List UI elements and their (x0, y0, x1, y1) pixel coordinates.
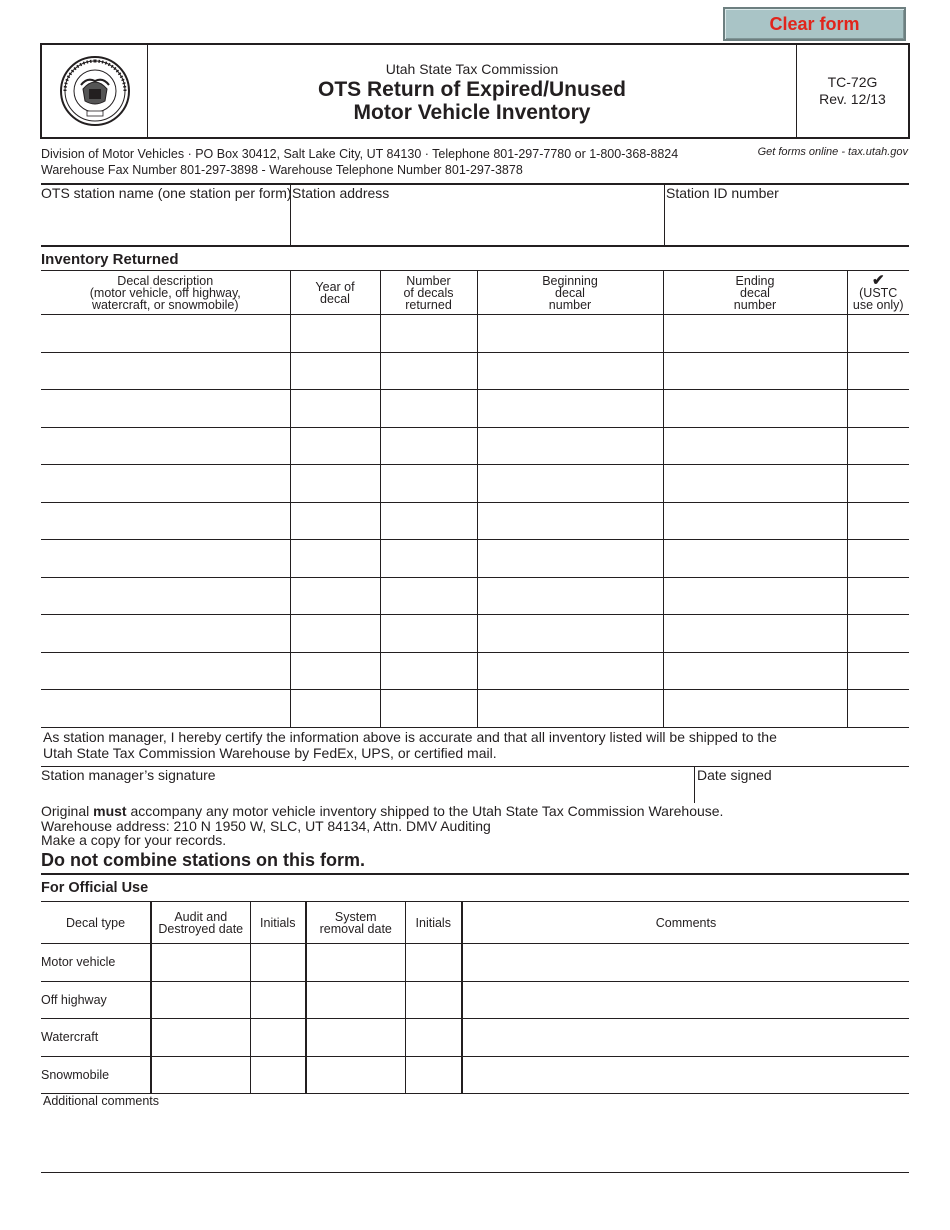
form-revision: Rev. 12/13 (819, 91, 886, 107)
ending-number-cell[interactable] (663, 540, 847, 578)
inventory-row (41, 540, 909, 578)
shipping-notes (41, 804, 723, 848)
official-use-table (41, 901, 909, 1094)
beginning-number-cell[interactable] (477, 540, 663, 578)
inventory-row (41, 352, 909, 390)
station-name-field[interactable] (41, 204, 290, 244)
combine-warning: Do not combine stations on this form. (41, 850, 365, 870)
ustc-check-cell[interactable] (847, 427, 909, 465)
beginning-number-cell[interactable] (477, 465, 663, 503)
count-cell[interactable] (380, 465, 477, 503)
official-use-title: For Official Use (41, 880, 149, 896)
year-cell[interactable] (290, 690, 380, 728)
initials-cell[interactable] (250, 944, 306, 982)
col-decal-type: Decal type (41, 902, 151, 944)
comments-cell[interactable] (462, 981, 909, 1019)
inventory-row (41, 390, 909, 428)
initials-cell[interactable] (250, 1056, 306, 1094)
seal-cell (42, 45, 148, 137)
inventory-row (41, 502, 909, 540)
count-cell[interactable] (380, 615, 477, 653)
divider (41, 873, 909, 875)
year-cell[interactable] (290, 315, 380, 353)
row-label-watercraft: Watercraft (41, 1019, 151, 1057)
ustc-check-cell[interactable] (847, 577, 909, 615)
col-initials-2: Initials (405, 902, 462, 944)
col-ending-decal-number: Ending decal number (663, 271, 847, 315)
official-row-snowmobile (41, 1056, 909, 1094)
ending-number-cell[interactable] (663, 390, 847, 428)
form-number-cell (796, 45, 908, 137)
inventory-row (41, 315, 909, 353)
audit-date-cell[interactable] (151, 944, 250, 982)
ending-number-cell[interactable] (663, 465, 847, 503)
ending-number-cell[interactable] (663, 427, 847, 465)
notes-line2: Warehouse address: 210 N 1950 W, SLC, UT 84134, Attn. DMV Auditing (41, 817, 491, 834)
audit-date-cell[interactable] (151, 981, 250, 1019)
decal-description-cell[interactable] (41, 577, 290, 615)
col-decal-description: Decal description (motor vehicle, off highway, watercraft, or snowmobile) (41, 271, 290, 315)
checkmark-icon: ✔ (871, 271, 885, 289)
comments-cell[interactable] (462, 1019, 909, 1057)
decal-description-cell[interactable] (41, 390, 290, 428)
comments-cell[interactable] (462, 944, 909, 982)
initials-cell[interactable] (405, 944, 462, 982)
inventory-section-title: Inventory Returned (41, 251, 179, 268)
form-title-line2: Motor Vehicle Inventory (353, 101, 591, 124)
ustc-check-cell[interactable] (847, 390, 909, 428)
initials-cell[interactable] (405, 981, 462, 1019)
clear-form-button[interactable]: Clear form (723, 7, 906, 41)
divider (694, 766, 695, 803)
beginning-number-cell[interactable] (477, 502, 663, 540)
year-cell[interactable] (290, 427, 380, 465)
beginning-number-cell[interactable] (477, 390, 663, 428)
station-id-label: Station ID number (666, 185, 779, 201)
count-cell[interactable] (380, 352, 477, 390)
initials-cell[interactable] (250, 981, 306, 1019)
removal-date-cell[interactable] (306, 1019, 405, 1057)
count-cell[interactable] (380, 390, 477, 428)
inventory-table (41, 270, 909, 728)
decal-description-cell[interactable] (41, 352, 290, 390)
decal-description-cell[interactable] (41, 615, 290, 653)
signature-field[interactable] (41, 784, 693, 802)
col-beginning-decal-number: Beginning decal number (477, 271, 663, 315)
contact-info (41, 146, 678, 178)
ustc-check-cell[interactable] (847, 352, 909, 390)
get-forms-link[interactable]: Get forms online - tax.utah.gov (757, 146, 908, 158)
beginning-number-cell[interactable] (477, 690, 663, 728)
row-label-motor-vehicle: Motor vehicle (41, 944, 151, 982)
ending-number-cell[interactable] (663, 652, 847, 690)
official-row-watercraft (41, 1019, 909, 1057)
initials-cell[interactable] (250, 1019, 306, 1057)
divider (41, 1172, 909, 1173)
ending-number-cell[interactable] (663, 615, 847, 653)
beginning-number-cell[interactable] (477, 615, 663, 653)
station-name-label: OTS station name (one station per form) (41, 185, 292, 201)
removal-date-cell[interactable] (306, 944, 405, 982)
ending-number-cell[interactable] (663, 577, 847, 615)
year-cell[interactable] (290, 652, 380, 690)
ending-number-cell[interactable] (663, 352, 847, 390)
col-comments: Comments (462, 902, 909, 944)
decal-description-cell[interactable] (41, 690, 290, 728)
year-cell[interactable] (290, 502, 380, 540)
ustc-check-cell[interactable] (847, 540, 909, 578)
col-ustc-use-only: ✔ (USTC use only) (847, 271, 909, 315)
contact-line1: Division of Motor Vehicles · PO Box 30412, Salt Lake City, UT 84130 · Telephone 801-297-7780 or 1-800-368-8824 (41, 147, 679, 161)
year-cell[interactable] (290, 390, 380, 428)
inventory-row (41, 615, 909, 653)
count-cell[interactable] (380, 502, 477, 540)
divider (41, 245, 909, 247)
ustc-check-cell[interactable] (847, 615, 909, 653)
inventory-row (41, 690, 909, 728)
inventory-row (41, 652, 909, 690)
year-cell[interactable] (290, 465, 380, 503)
removal-date-cell[interactable] (306, 1056, 405, 1094)
count-cell[interactable] (380, 577, 477, 615)
inventory-row (41, 427, 909, 465)
year-cell[interactable] (290, 577, 380, 615)
count-cell[interactable] (380, 315, 477, 353)
col-year-of-decal: Year of decal (290, 271, 380, 315)
station-address-label: Station address (292, 185, 390, 201)
ending-number-cell[interactable] (663, 690, 847, 728)
beginning-number-cell[interactable] (477, 315, 663, 353)
count-cell[interactable] (380, 652, 477, 690)
initials-cell[interactable] (405, 1056, 462, 1094)
certification-text (43, 729, 777, 761)
additional-comments-field[interactable] (41, 1112, 909, 1170)
agency-name: Utah State Tax Commission (385, 61, 559, 77)
col-system-removal-date: System removal date (306, 902, 405, 944)
count-cell[interactable] (380, 690, 477, 728)
col-number-of-decals: Number of decals returned (380, 271, 477, 315)
beginning-number-cell[interactable] (477, 427, 663, 465)
inventory-row (41, 577, 909, 615)
ending-number-cell[interactable] (663, 315, 847, 353)
year-cell[interactable] (290, 352, 380, 390)
beginning-number-cell[interactable] (477, 652, 663, 690)
decal-description-cell[interactable] (41, 465, 290, 503)
removal-date-cell[interactable] (306, 981, 405, 1019)
signature-label: Station manager’s signature (41, 767, 216, 783)
ustc-check-cell[interactable] (847, 690, 909, 728)
form-number: TC-72G (827, 74, 878, 90)
col-initials-1: Initials (250, 902, 306, 944)
certification-line1: As station manager, I hereby certify the information above is accurate and that all inventory listed will be shipped to the (43, 729, 777, 745)
inventory-row (41, 465, 909, 503)
count-cell[interactable] (380, 540, 477, 578)
date-signed-field[interactable] (696, 784, 909, 802)
comments-cell[interactable] (462, 1056, 909, 1094)
station-address-field[interactable] (291, 204, 664, 244)
official-row-off-highway (41, 981, 909, 1019)
decal-description-cell[interactable] (41, 315, 290, 353)
header-title-block (148, 45, 796, 137)
decal-description-cell[interactable] (41, 652, 290, 690)
initials-cell[interactable] (405, 1019, 462, 1057)
decal-description-cell[interactable] (41, 427, 290, 465)
date-signed-label: Date signed (697, 767, 772, 783)
certification-line2: Utah State Tax Commission Warehouse by FedEx, UPS, or certified mail. (43, 745, 497, 761)
audit-date-cell[interactable] (151, 1019, 250, 1057)
utah-state-seal-icon (59, 55, 131, 127)
ending-number-cell[interactable] (663, 502, 847, 540)
ustc-check-cell[interactable] (847, 502, 909, 540)
year-cell[interactable] (290, 615, 380, 653)
notes-line1: Original must accompany any motor vehicle inventory shipped to the Utah State Tax Commission Warehouse. (41, 803, 724, 819)
form-header (40, 43, 910, 139)
ustc-check-cell[interactable] (847, 465, 909, 503)
beginning-number-cell[interactable] (477, 577, 663, 615)
form-title-line1: OTS Return of Expired/Unused (317, 78, 627, 101)
year-cell[interactable] (290, 540, 380, 578)
official-header-row (41, 902, 909, 944)
inventory-header-row (41, 271, 909, 315)
count-cell[interactable] (380, 427, 477, 465)
row-label-snowmobile: Snowmobile (41, 1056, 151, 1094)
additional-comments-label: Additional comments (43, 1094, 160, 1108)
station-id-field[interactable] (665, 204, 909, 244)
col-audit-destroyed-date: Audit and Destroyed date (151, 902, 250, 944)
row-label-off-highway: Off highway (41, 981, 151, 1019)
decal-description-cell[interactable] (41, 540, 290, 578)
contact-line2: Warehouse Fax Number 801-297-3898 - Warehouse Telephone Number 801-297-3878 (41, 163, 523, 177)
audit-date-cell[interactable] (151, 1056, 250, 1094)
ustc-check-cell[interactable] (847, 315, 909, 353)
decal-description-cell[interactable] (41, 502, 290, 540)
official-row-motor-vehicle (41, 944, 909, 982)
ustc-check-cell[interactable] (847, 652, 909, 690)
notes-line3: Make a copy for your records. (41, 832, 227, 848)
beginning-number-cell[interactable] (477, 352, 663, 390)
